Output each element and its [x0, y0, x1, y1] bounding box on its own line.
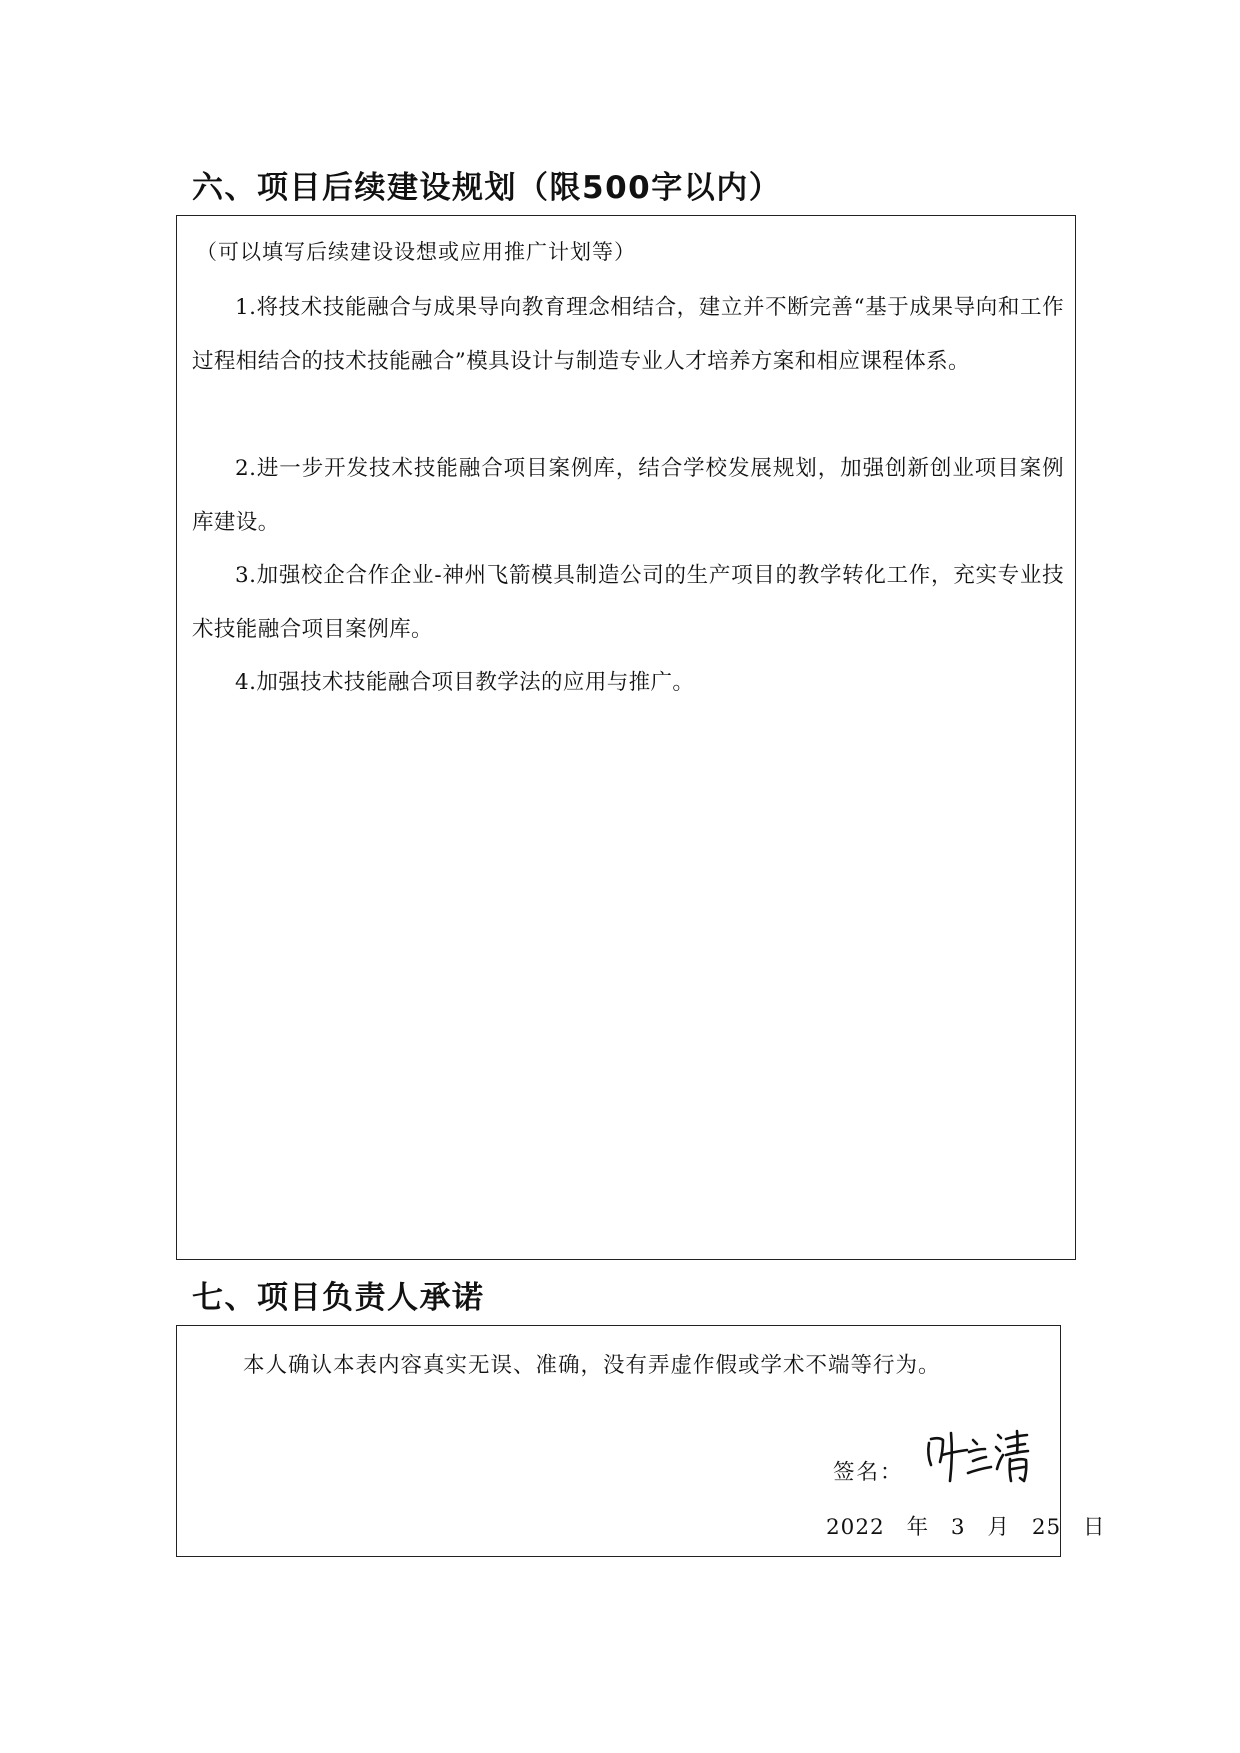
plan-item-1: 1.将技术技能融合与成果导向教育理念相结合，建立并不断完善“基于成果导向和工作过程相结合的技术技能融合”模具设计与制造专业人才培养方案和相应课程体系。: [192, 295, 1064, 374]
date-year-unit: 年: [906, 1515, 930, 1540]
pledge-text: 本人确认本表内容真实无误、准确，没有弄虚作假或学术不端等行为。: [243, 1353, 941, 1378]
section6-hint: （可以填写后续建设设想或应用推广计划等）: [196, 240, 636, 264]
signature-date: [826, 1510, 1120, 1541]
signature-row: [833, 1425, 1043, 1487]
section7-heading: 七、项目负责人承诺: [192, 1280, 485, 1316]
date-month-unit: 月: [987, 1515, 1010, 1540]
plan-item-2: 2.进一步开发技术技能融合项目案例库，结合学校发展规划，加强创新创业项目案例库建设。: [192, 456, 1064, 535]
handwritten-signature: [923, 1425, 1039, 1487]
section6-heading: 六、项目后续建设规划（限500字以内）: [192, 170, 782, 206]
plan-item-4: 4.加强技术技能融合项目教学法的应用与推广。: [235, 670, 695, 695]
date-day: 25: [1031, 1515, 1062, 1540]
plan-item-3: 3.加强校企合作企业-神州飞箭模具制造公司的生产项目的教学转化工作，充实专业技术技能融合项目案例库。: [192, 563, 1064, 642]
sign-label: 签名：: [833, 1460, 904, 1485]
date-year: 2022: [826, 1515, 885, 1540]
date-month: 3: [950, 1515, 966, 1540]
date-day-unit: 日: [1083, 1515, 1106, 1540]
